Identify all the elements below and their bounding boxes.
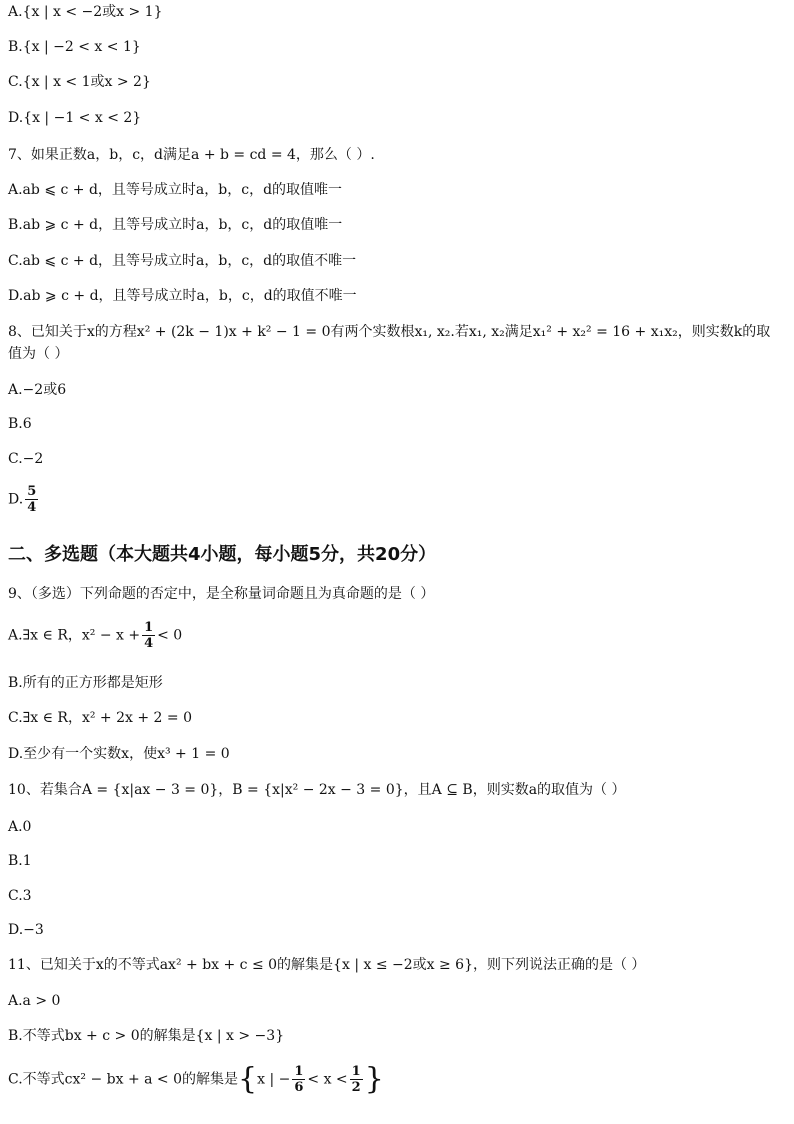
set-part-1: x | − xyxy=(257,1071,291,1088)
fraction-numerator: 1 xyxy=(351,1064,361,1079)
q11-option-c-prefix: C.不等式cx² − bx + a < 0的解集是 xyxy=(8,1071,239,1088)
set-part-2: < x < xyxy=(307,1071,348,1088)
question-9: 9、（多选）下列命题的否定中，是全称量词命题且为真命题的是（ ） xyxy=(8,586,435,602)
question-11: 11、已知关于x的不等式ax² + bx + c ≤ 0的解集是{x | x ≤ −2或x ≥ 6}，则下列说法正确的是（ ） xyxy=(8,957,646,973)
q8-option-c: C.−2 xyxy=(8,451,44,467)
q8-option-d xyxy=(8,484,40,515)
q11-option-b: B.不等式bx + c > 0的解集是{x | x > −3} xyxy=(8,1028,285,1044)
q9-option-b: B.所有的正方形都是矩形 xyxy=(8,675,163,691)
q11-option-c xyxy=(8,1061,384,1097)
q8-option-d-prefix: D. xyxy=(8,491,24,508)
fraction-denominator: 6 xyxy=(294,1080,304,1095)
q10-option-b: B.1 xyxy=(8,853,32,869)
q11-option-a: A.a > 0 xyxy=(8,993,61,1009)
section-title: 二、多选题（本大题共4小题，每小题5分，共20分） xyxy=(8,544,437,565)
fraction-numerator: 1 xyxy=(144,620,154,635)
fraction-denominator: 2 xyxy=(351,1080,361,1095)
question-7: 7、如果正数a，b，c，d满足a + b = cd = 4，那么（ ）. xyxy=(8,147,375,163)
q7-option-d: D.ab ⩾ c + d，且等号成立时a，b，c，d的取值不唯一 xyxy=(8,288,357,304)
fraction-denominator: 4 xyxy=(27,500,37,515)
q9-option-d: D.至少有一个实数x，使x³ + 1 = 0 xyxy=(8,746,230,762)
fraction-numerator: 5 xyxy=(27,484,37,499)
q9-option-a xyxy=(8,620,182,651)
q8-option-a: A.−2或6 xyxy=(8,382,67,398)
q9-option-a-suffix: < 0 xyxy=(157,627,183,644)
fraction-numerator: 1 xyxy=(294,1064,304,1079)
question-10: 10、若集合A = {x|ax − 3 = 0}，B = {x|x² − 2x − 3 = 0}，且A ⊆ B，则实数a的取值为（ ） xyxy=(8,782,626,798)
left-brace: { xyxy=(238,1061,258,1097)
q10-option-a: A.0 xyxy=(8,819,32,835)
q9-option-a-prefix: A.∃x ∈ R，x² − x + xyxy=(8,627,141,644)
fraction xyxy=(350,1064,363,1095)
q7-option-c: C.ab ⩽ c + d，且等号成立时a，b，c，d的取值不唯一 xyxy=(8,253,357,269)
fraction xyxy=(25,484,38,515)
fraction xyxy=(142,620,155,651)
q10-option-c: C.3 xyxy=(8,888,32,904)
q8-option-b: B.6 xyxy=(8,416,32,432)
q9-option-c: C.∃x ∈ R，x² + 2x + 2 = 0 xyxy=(8,710,192,726)
q6-option-b: B.{x | −2 < x < 1} xyxy=(8,39,141,55)
q6-option-a: A.{x | x < −2或x > 1} xyxy=(8,4,163,20)
q7-option-a: A.ab ⩽ c + d，且等号成立时a，b，c，d的取值唯一 xyxy=(8,182,343,198)
q10-option-d: D.−3 xyxy=(8,922,44,938)
fraction xyxy=(292,1064,305,1095)
q6-option-c: C.{x | x < 1或x > 2} xyxy=(8,74,151,90)
q6-option-d: D.{x | −1 < x < 2} xyxy=(8,110,142,126)
right-brace: } xyxy=(364,1061,384,1097)
fraction-denominator: 4 xyxy=(144,636,154,651)
question-8: 8、已知关于x的方程x² + (2k − 1)x + k² − 1 = 0有两个实数根x₁, x₂.若x₁, x₂满足x₁² + x₂² = 16 + x₁x₂，则实数k的取值为（ ） xyxy=(8,324,771,362)
q7-option-b: B.ab ⩾ c + d，且等号成立时a，b，c，d的取值唯一 xyxy=(8,217,343,233)
